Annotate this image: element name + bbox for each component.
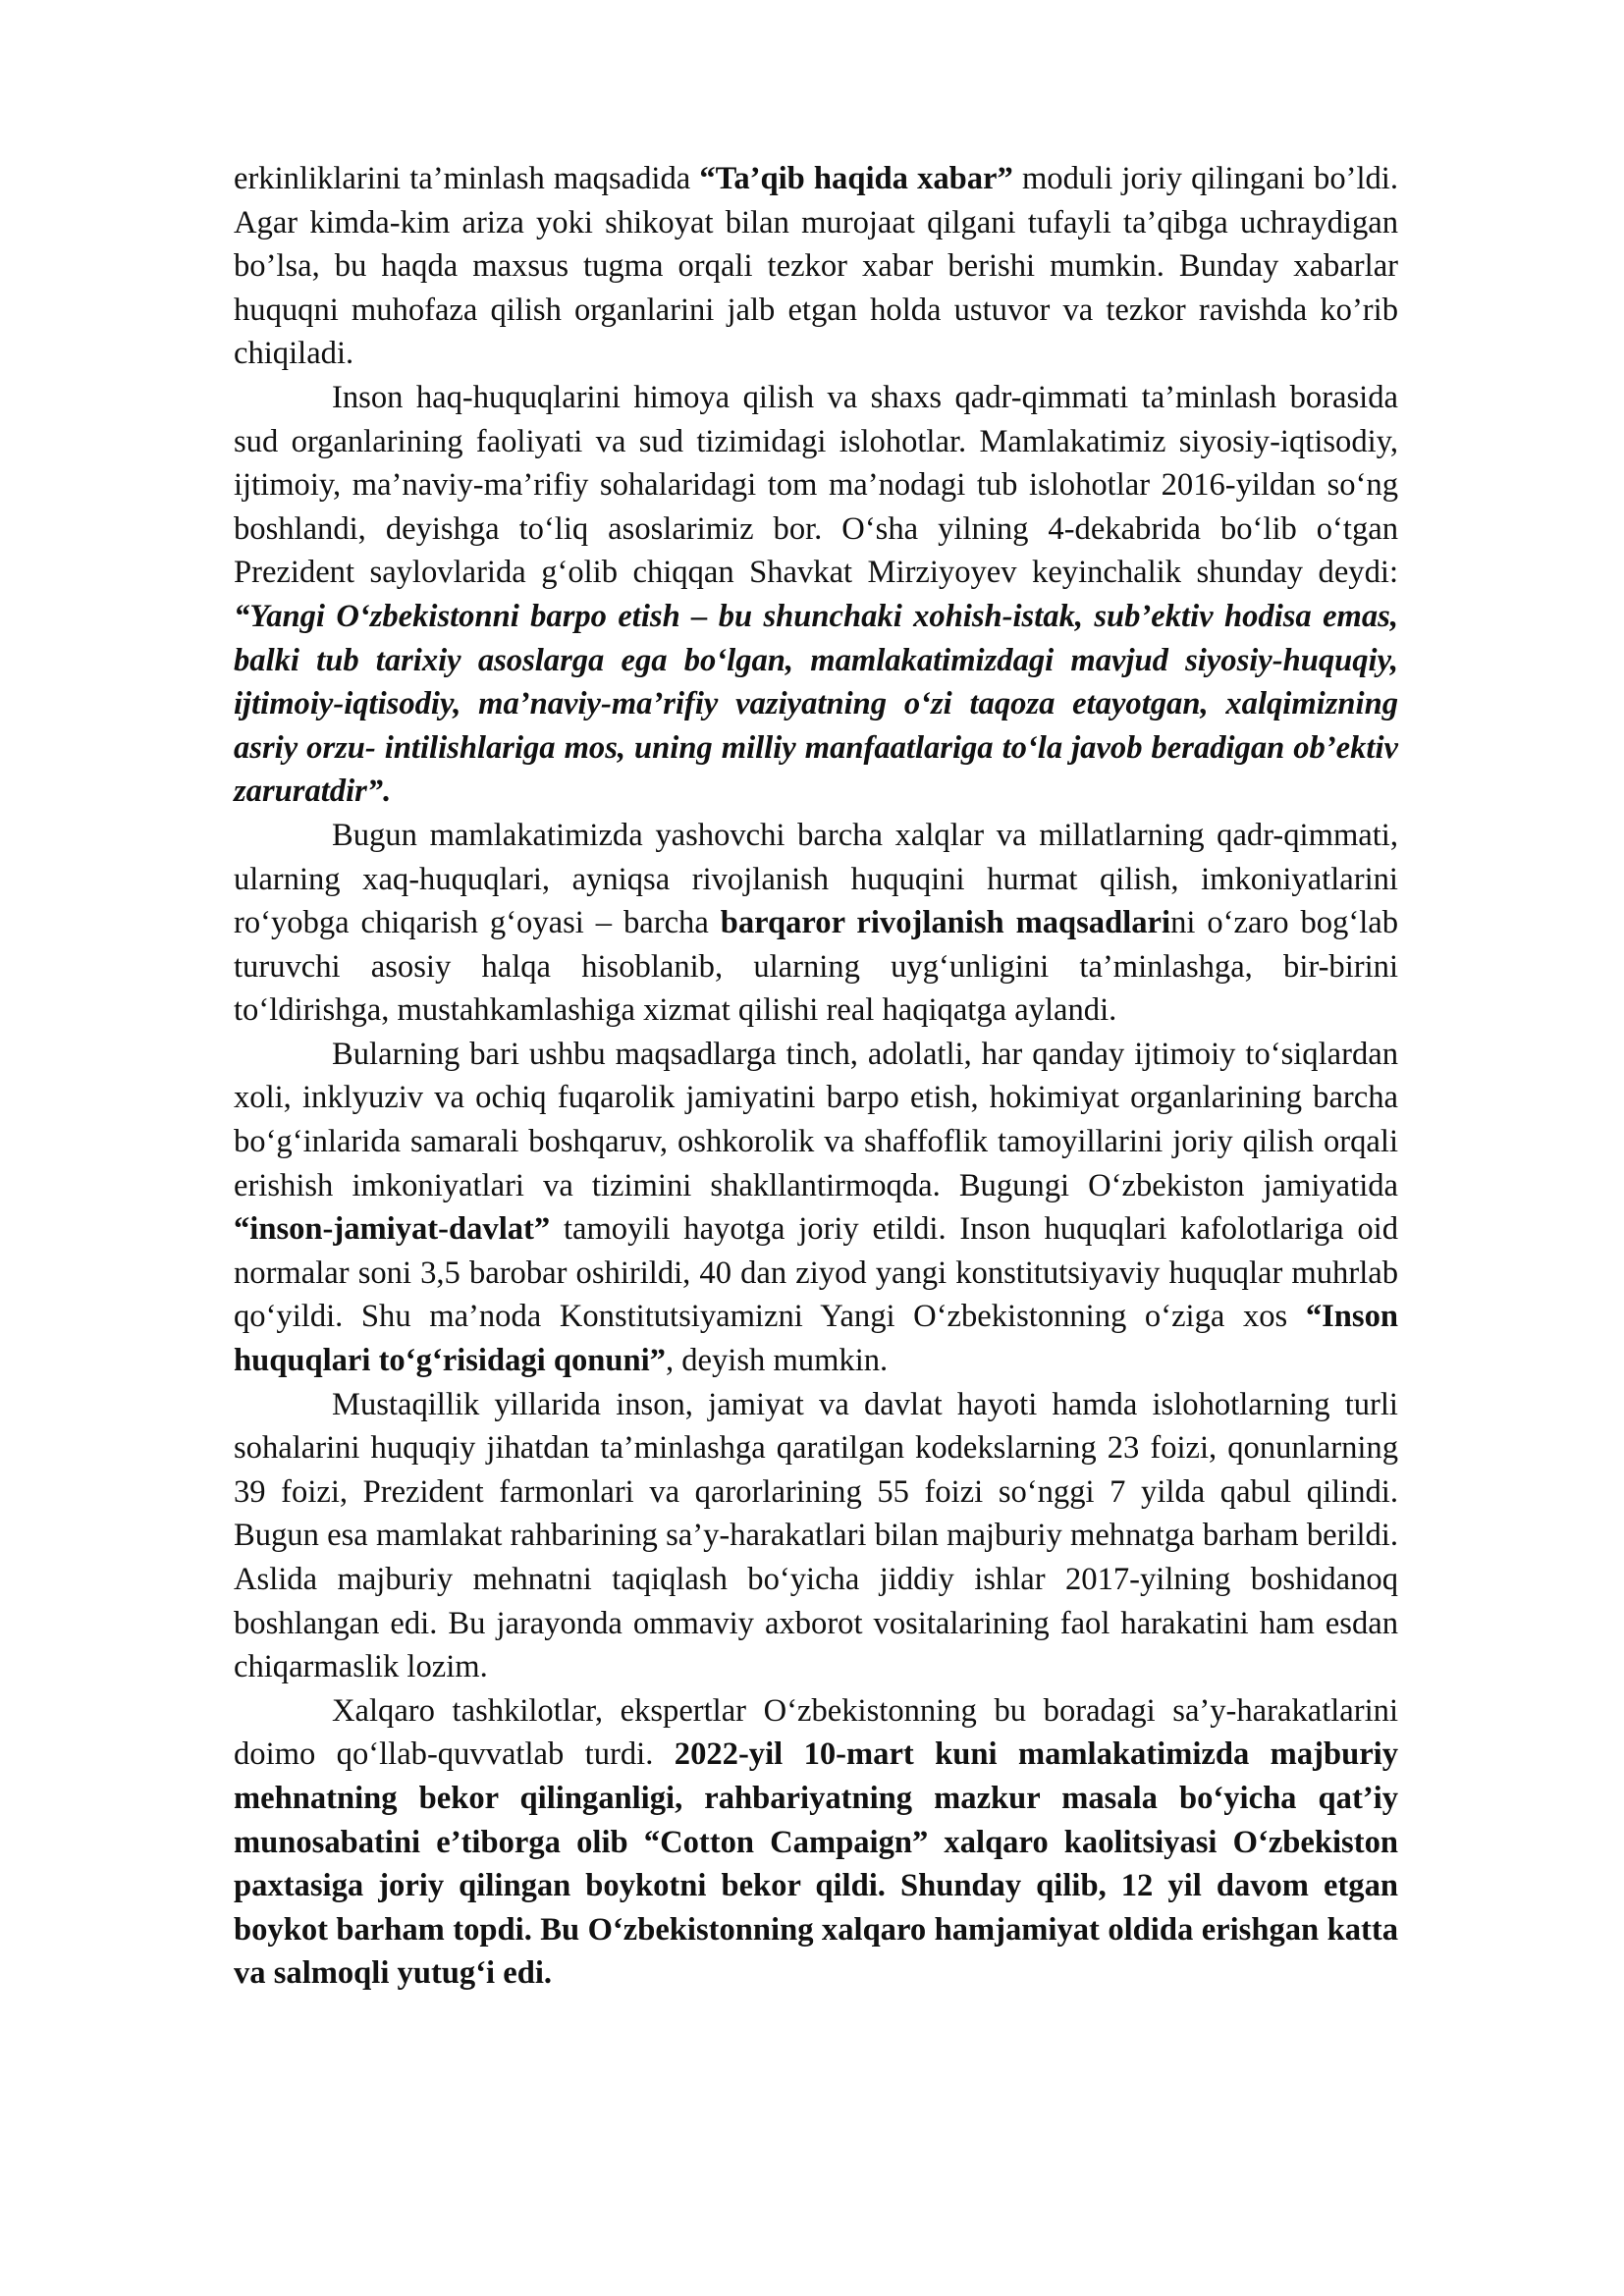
sustainable-goals-emphasis: barqaror rivojlanish maqsadlari (720, 905, 1171, 941)
paragraph-6 (234, 1689, 1398, 1996)
paragraph-text: tamoyili hayotga joriy etildi. Inson huquqlari kafolotlariga oid normalar soni 3,5 barobar oshirildi, 40 dan ziyod yangi konstitutsiyaviy huquqlar muhrlab qo‘yildi. Shu ma’noda Konstitutsiyamizni Yangi O‘zbekistonning o‘ziga xos (234, 1211, 1398, 1335)
paragraph-text: Bugun mamlakatimizda yashovchi barcha xalqlar va millatlarning qadr-qimmati, ularning xaq-huquqlari, ayniqsa rivojlanish huquqini hurmat qilish, imkoniyatlarini ro‘yobga chiqarish g‘oyasi – barcha (234, 817, 1398, 941)
paragraph-text: Inson haq-huquqlarini himoya qilish va shaxs qadr-qimmati ta’minlash borasida sud organlarining faoliyati va sud tizimidagi islohotlar. Mamlakatimiz siyosiy-iqtisodiy, ijtimoiy, ma’naviy-ma’rifiy sohalaridagi tom ma’nodagi tub islohotlar 2016-yildan so‘ng boshlandi, deyishga to‘liq asoslarimiz bor. O‘sha yilning 4-dekabrida bo‘lib o‘tgan Prezident saylovlarida g‘olib chiqqan Shavkat Mirziyoyev keyinchalik shunday deydi: (234, 379, 1398, 591)
paragraph-3 (234, 814, 1398, 1033)
paragraph-text: Mustaqillik yillarida inson, jamiyat va davlat hayoti hamda islohotlarning turli sohalarini huquqiy jihatdan ta’minlashga qaratilgan kodekslarning 23 foizi, qonunlarning 39 foizi, Prezident farmonlari va qarorlarining 55 foizi so‘nggi 7 yilda qabul qilindi. Bugun esa mamlakat rahbarining sa’y-harakatlari bilan majburiy mehnatga barham berildi. Aslida majburiy mehnatni taqiqlash bo‘yicha jiddiy ishlar 2017-yilning boshidanoq boshlangan edi. Bu jarayonda ommaviy axborot vositalarining faol harakatini ham esdan chiqarmaslik lozim. (234, 1386, 1398, 1685)
principle-emphasis: “inson-jamiyat-davlat” (234, 1211, 551, 1248)
paragraph-text: moduli joriy qilingani bo’ldi. Agar kimda-kim ariza yoki shikoyat bilan murojaat qilgani tufayli ta’qibga uchraydigan bo’lsa, bu haqda maxsus tugma orqali tezkor xabar berishi mumkin. Bunday xabarlar huquqni muhofaza qilish organlarini jalb etgan holda ustuvor va tezkor ravishda ko’rib chiqiladi. (234, 161, 1399, 372)
paragraph-text: Bularning bari ushbu maqsadlarga tinch, adolatli, har qanday ijtimoiy to‘siqlardan xoli, inklyuziv va ochiq fuqarolik jamiyatini barpo etish, hokimiyat organlarining barcha bo‘g‘inlarida samarali boshqaruv, oshkorolik va shaffoflik tamoyillarini joriy qilish orqali erishish imkoniyatlari va tizimini shakllantirmoqda. Bugungi O‘zbekiston jamiyatida (234, 1036, 1398, 1203)
human-rights-law-emphasis: “Inson huquqlari to‘g‘risidagi qonuni” (234, 1299, 1398, 1379)
boycott-lifted-emphasis: 2022-yil 10-mart kuni mamlakatimizda majburiy mehnatning bekor qilinganligi, rahbariyatning mazkur masala bo‘yicha qat’iy munosabatini e’tiborga olib “Cotton Campaign” xalqaro kaolitsiyasi O‘zbekiston paxtasiga joriy qilingan boykotni bekor qildi. Shunday qilib, 12 yil davom etgan boykot barham topdi. Bu O‘zbekistonning xalqaro hamjamiyat oldida erishgan katta va salmoqli yutug‘i edi. (234, 1736, 1398, 1992)
paragraph-text: erkinliklarini ta’minlash maqsadida (234, 161, 700, 196)
module-name-emphasis: “Ta’qib haqida xabar” (699, 161, 1013, 196)
paragraph-4 (234, 1033, 1398, 1383)
paragraph-1 (234, 157, 1398, 376)
paragraph-text: , deyish mumkin. (665, 1343, 889, 1379)
document-body (234, 157, 1398, 1996)
paragraph-2 (234, 376, 1398, 814)
paragraph-5 (234, 1383, 1398, 1689)
paragraph-text: ni o‘zaro bog‘lab turuvchi asosiy halqa hisoblanib, ularning uyg‘unligini ta’minlashga, bir-birini to‘ldirishga, mustahkamlashiga xizmat qilishi real haqiqatga aylandi. (234, 905, 1398, 1029)
paragraph-text: Xalqaro tashkilotlar, ekspertlar O‘zbekistonning bu boradagi sa’y-harakatlarini doimo qo‘llab-quvvatlab turdi. (234, 1692, 1398, 1773)
president-quote: “Yangi O‘zbekistonni barpo etish – bu shunchaki xohish-istak, sub’ektiv hodisa emas, balki tub tarixiy asoslarga ega bo‘lgan, mamlakatimizdagi mavjud siyosiy-huquqiy, ijtimoiy-iqtisodiy, ma’naviy-ma’rifiy vaziyatning o‘zi taqoza etayotgan, xalqimizning asriy orzu- intilishlariga mos, uning milliy manfaatlariga to‘la javob beradigan ob’ektiv zaruratdir”. (234, 598, 1398, 810)
